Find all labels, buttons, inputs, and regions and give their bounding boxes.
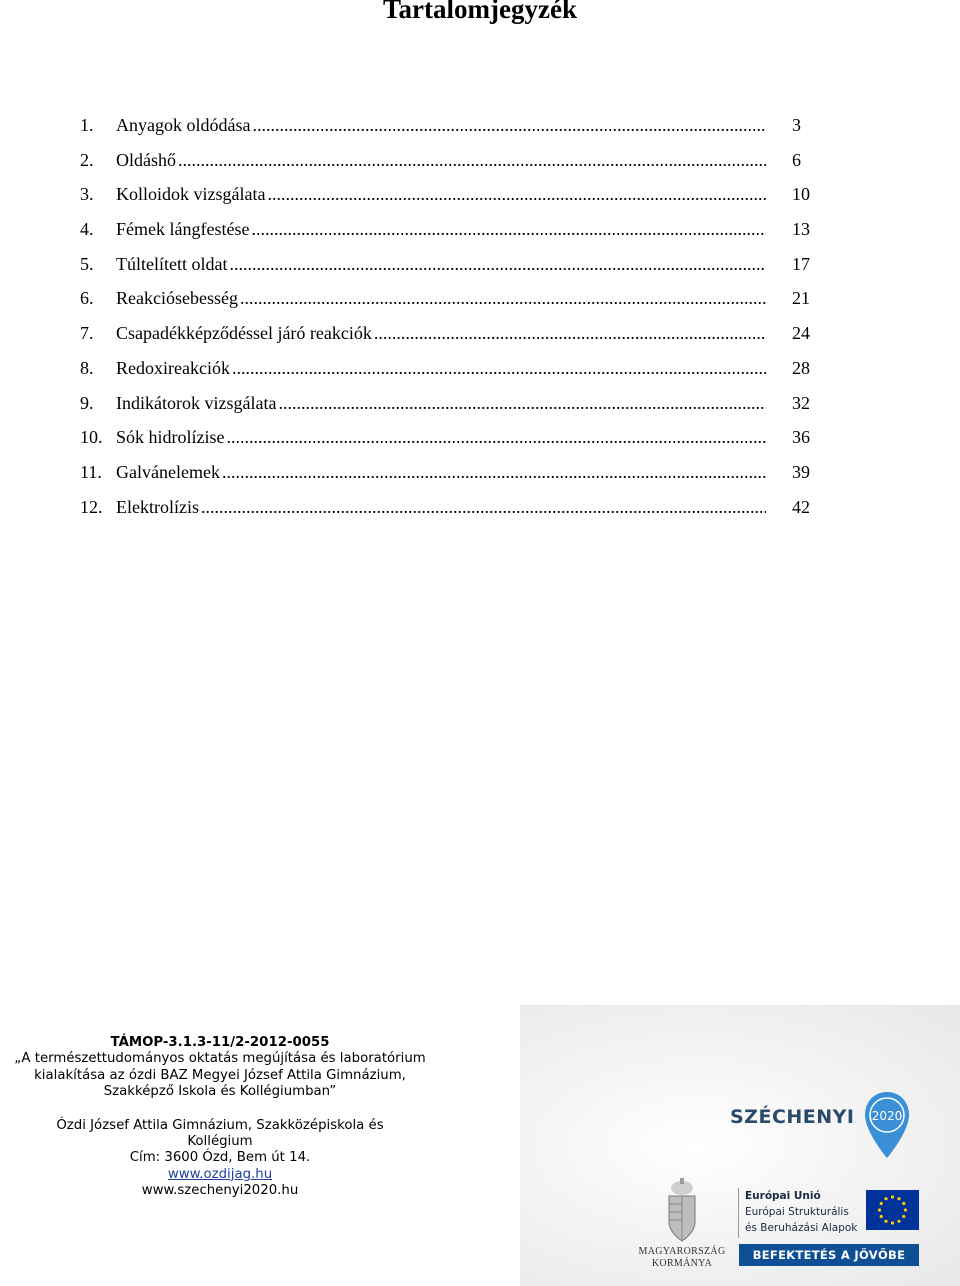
toc-leader — [251, 219, 766, 240]
school-name-line: Ózdi József Attila Gimnázium, Szakközépiskola és — [56, 1117, 384, 1133]
toc-label: Fémek lángfestése — [116, 219, 250, 240]
toc-page: 6 — [792, 149, 801, 170]
eu-title: Európai Unió — [745, 1190, 821, 1202]
toc-entry[interactable] — [80, 288, 815, 323]
szechenyi-wordmark: SZÉCHENYI — [730, 1106, 855, 1128]
toc-label: Kolloidok vizsgálata — [116, 184, 266, 205]
toc-leader — [240, 288, 766, 309]
toc-number: 2. — [80, 149, 94, 170]
toc-label: Galvánelemek — [116, 461, 220, 482]
toc-label: Sók hidrolízise — [116, 427, 225, 448]
toc-label: Elektrolízis — [116, 496, 199, 517]
toc-page: 39 — [792, 461, 810, 482]
eu-funds-line: és Beruházási Alapok — [745, 1222, 858, 1234]
toc-entry[interactable] — [80, 150, 815, 185]
project-title-line: „A természettudományos oktatás megújítása és laboratórium — [14, 1051, 426, 1067]
szechenyi-website: www.szechenyi2020.hu — [141, 1183, 299, 1199]
toc-leader — [374, 323, 766, 344]
toc-entry[interactable] — [80, 497, 815, 532]
toc-leader — [252, 115, 766, 136]
eu-funds-line: Európai Strukturális — [745, 1206, 849, 1218]
page-title: Tartalomjegyzék — [383, 0, 577, 24]
toc-number: 3. — [80, 184, 94, 205]
toc-label: Oldáshő — [116, 149, 176, 170]
toc-number: 7. — [80, 323, 94, 344]
toc-number: 1. — [80, 115, 94, 135]
toc-leader — [229, 254, 766, 275]
toc-number: 5. — [80, 253, 94, 274]
toc-leader — [278, 393, 766, 414]
szechenyi-badge-year: 2020 — [871, 1109, 903, 1123]
toc-entry[interactable] — [80, 358, 815, 393]
toc-entry[interactable] — [80, 323, 815, 358]
szechenyi-2020-pin-icon — [862, 1090, 912, 1160]
hungarian-government-logo — [636, 1178, 728, 1278]
toc-number: 8. — [80, 357, 94, 378]
toc-entry[interactable] — [80, 462, 815, 497]
toc-leader — [232, 358, 766, 379]
school-website-link[interactable]: www.ozdijag.hu — [167, 1166, 273, 1182]
toc-entry[interactable] — [80, 393, 815, 428]
toc-page: 36 — [792, 427, 810, 448]
toc-entry[interactable] — [80, 219, 815, 254]
toc-label: Indikátorok vizsgálata — [116, 392, 277, 413]
eu-flag-icon — [866, 1190, 919, 1230]
toc-leader — [267, 184, 766, 205]
toc-entry[interactable] — [80, 254, 815, 289]
government-name-line: MAGYARORSZÁG — [638, 1246, 726, 1257]
investment-banner: BEFEKTETÉS A JÖVŐBE — [739, 1244, 919, 1266]
toc-number: 10. — [80, 427, 103, 448]
toc-page: 3 — [792, 115, 801, 135]
toc-number: 6. — [80, 288, 94, 309]
toc-number: 9. — [80, 392, 94, 413]
toc-page: 17 — [792, 253, 810, 274]
project-code: TÁMOP-3.1.3-11/2-2012-0055 — [110, 1035, 330, 1050]
toc-page: 42 — [792, 496, 810, 517]
toc-label: Túltelített oldat — [116, 253, 228, 274]
toc-label: Redoxireakciók — [116, 357, 230, 378]
toc-number: 11. — [80, 461, 102, 482]
project-title-line: Szakképző Iskola és Kollégiumban” — [103, 1084, 337, 1100]
toc-entry[interactable] — [80, 427, 815, 462]
toc-number: 12. — [80, 496, 103, 517]
toc-label: Csapadékképződéssel járó reakciók — [116, 323, 372, 344]
footer-info — [0, 1035, 440, 1200]
toc-leader — [201, 497, 766, 518]
government-name-line: KORMÁNYA — [651, 1258, 713, 1269]
toc-leader — [178, 150, 766, 171]
toc-entry[interactable] — [80, 184, 815, 219]
toc-number: 4. — [80, 219, 94, 240]
school-name-line: Kollégium — [187, 1134, 253, 1150]
toc-page: 21 — [792, 288, 810, 309]
toc-page: 10 — [792, 184, 810, 205]
toc-page: 13 — [792, 219, 810, 240]
toc-label: Reakciósebesség — [116, 288, 238, 309]
toc-entry[interactable] — [80, 115, 815, 150]
project-title-line: kialakítása az ózdi BAZ Megyei József Attila Gimnázium, — [34, 1067, 406, 1083]
toc-leader — [222, 462, 766, 483]
toc-label: Anyagok oldódása — [116, 115, 251, 135]
table-of-contents — [80, 115, 815, 531]
toc-page: 28 — [792, 357, 810, 378]
hungarian-coat-of-arms-icon — [636, 1178, 728, 1244]
toc-leader — [227, 427, 767, 448]
toc-page: 32 — [792, 392, 810, 413]
school-address: Cím: 3600 Ózd, Bem út 14. — [129, 1150, 311, 1166]
toc-page: 24 — [792, 323, 810, 344]
